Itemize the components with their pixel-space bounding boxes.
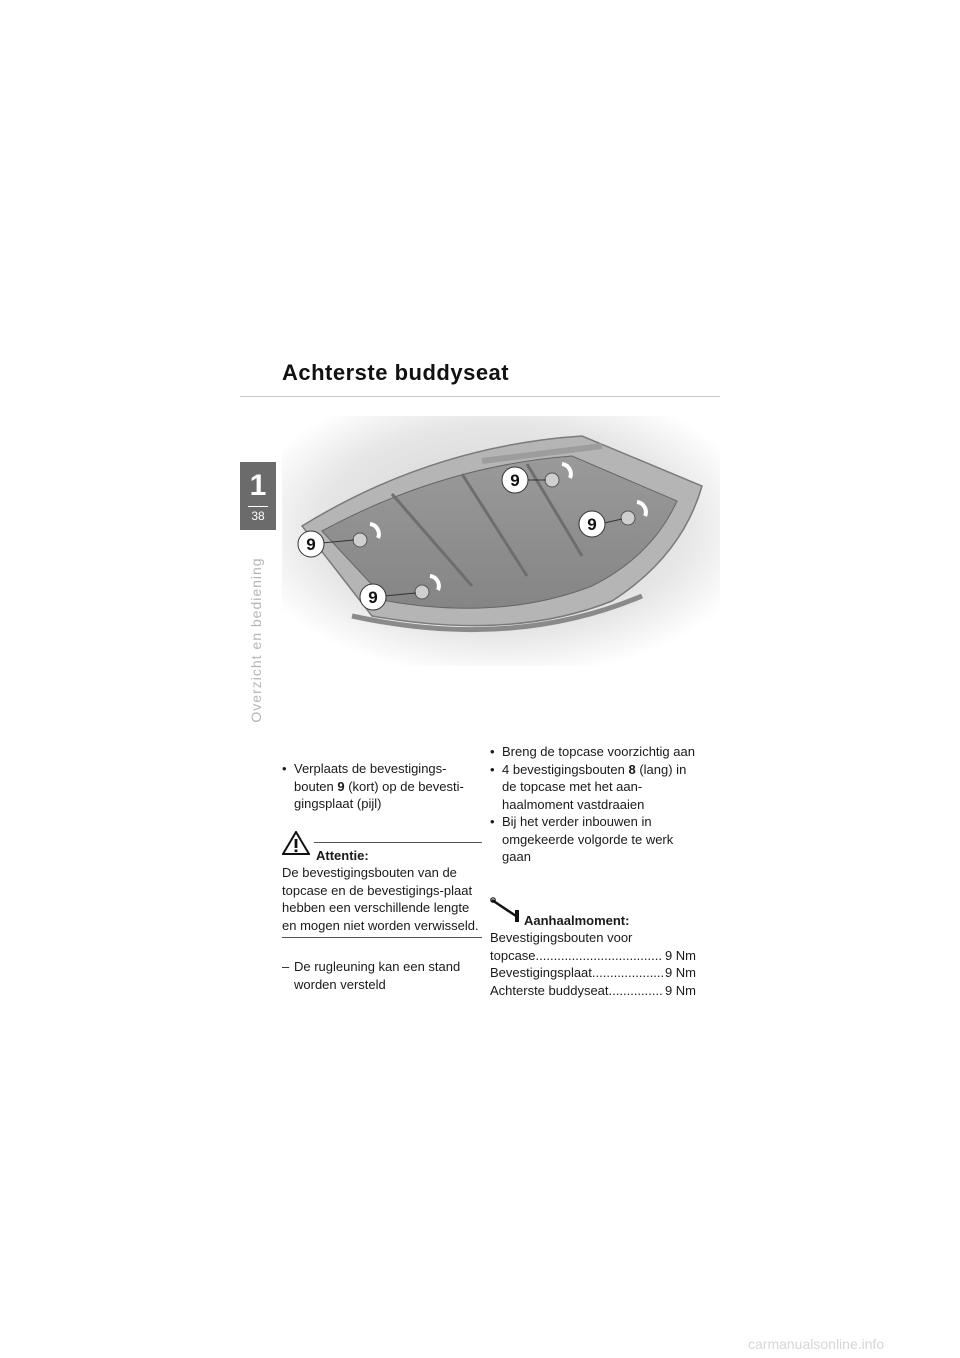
bolt [415,585,429,599]
bullet-ref: 8 [628,761,636,777]
footer-watermark: carmanualsonline.info [748,1336,885,1352]
torque-spec-row [490,947,696,965]
dash-text: De rugleuning kan een stand worden versteld [294,959,461,992]
torque-block [490,896,696,1000]
spec-value: 9 Nm [664,947,696,963]
warning-text: De bevestigingsbouten van de topcase en de bevestigings-plaat hebben een verschillende lengte en mogen niet worden verwisseld. [282,865,479,933]
bullet-text: Breng de topcase voorzichtig aan [502,744,695,759]
dash-mark: – [282,959,290,974]
spec-leader [592,964,663,982]
bullet-ref: 9 [337,778,345,794]
spec-label: Achterste buddyseat [490,982,609,998]
torque-spec-row [490,982,696,1000]
torque-spec-row [490,964,696,982]
left-column [282,760,482,1006]
bullet-mark: • [282,761,287,776]
callout-label [579,511,605,537]
bullet-mark: • [490,744,495,759]
chapter-tab [240,462,276,530]
spec-value: 9 Nm [664,982,696,998]
figure-luggage-rack [282,416,720,666]
warning-triangle-icon [282,831,310,855]
bullet-text: (lang) in de topcase met het aan-haalmoment vastdraaien [502,761,687,812]
warning-title: Attentie: [316,847,369,863]
title-divider [240,396,720,397]
chapter-number: 1 [249,469,267,502]
spec-leader [609,982,663,1000]
torque-intro: Bevestigingsbouten voor [490,930,633,945]
svg-text:9: 9 [306,535,316,554]
bullet-text: Verplaats de bevestigings-bouten [294,761,447,794]
dash-item [282,958,482,993]
instruction-bullet [282,760,482,813]
spec-label: Bevestigingsplaat [490,965,592,980]
instruction-bullet [490,813,696,866]
torque-wrench-icon [490,896,524,924]
bullet-text: (kort) op de bevesti-gingsplaat (pijl) [294,778,464,811]
svg-text:9: 9 [587,515,597,534]
spec-leader [536,947,663,965]
bullet-mark: • [490,814,495,829]
bolt [545,473,559,487]
warning-rule [282,937,482,938]
bullet-mark: • [490,761,495,777]
right-column [490,743,696,999]
instruction-bullet [490,761,696,814]
spec-label: topcase [490,947,536,963]
callout-label [298,531,324,557]
callout-label [360,584,386,610]
bolt [621,511,635,525]
bullet-text: 4 bevestigingsbouten [502,761,629,777]
warning-block [282,831,482,939]
callout-label [502,467,528,493]
spec-value: 9 Nm [664,965,696,980]
instruction-bullet [490,743,696,761]
warning-rule [314,842,482,843]
bullet-text: Bij het verder inbouwen in omgekeerde volgorde te werk gaan [502,814,674,864]
svg-text:9: 9 [510,471,520,490]
bolt [353,533,367,547]
chapter-side-label: Overzicht en bediening [248,557,264,723]
page-number: 38 [251,509,265,523]
svg-text:9: 9 [368,588,378,607]
torque-title: Aanhaalmoment: [524,912,630,928]
page-title: Achterste buddyseat [282,360,510,385]
